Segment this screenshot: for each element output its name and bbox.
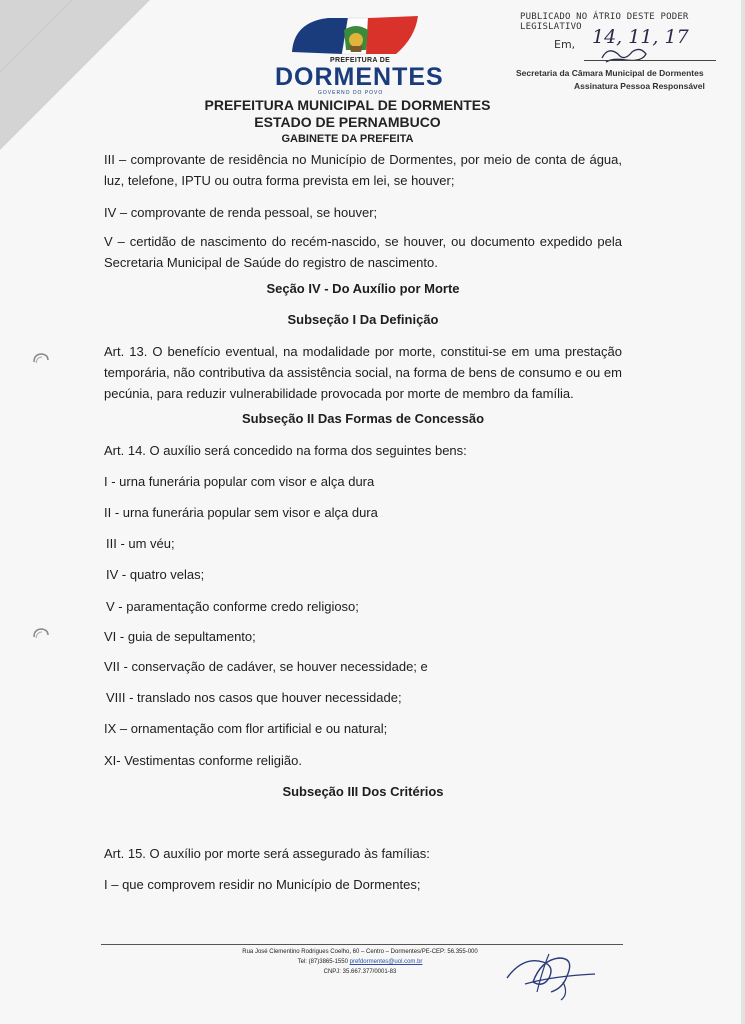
list-item: III - um véu; xyxy=(106,536,175,551)
footer-contact xyxy=(170,959,550,965)
list-item: I - urna funerária popular com visor e alça dura xyxy=(104,474,375,489)
list-item: VI - guia de sepultamento; xyxy=(104,629,256,644)
punch-hole-icon xyxy=(30,625,52,647)
footer-address: Rua José Clementino Rodrigues Coelho, 60 – Centro – Dormentes/PE-CEP: 56.355-000 xyxy=(242,949,478,955)
paragraph-item-v: V – certidão de nascimento do recém-nascido, se houver, ou documento expedido pela Secretaria Municipal de Saúde do registro de nascimento. xyxy=(104,234,622,270)
list-item: IX – ornamentação com flor artificial e ou natural; xyxy=(104,721,388,736)
article-13: Art. 13. O benefício eventual, na modalidade por morte, constitui-se em uma prestação temporária, não contributiva da assistência social, na forma de bens de consumo e ou em pecúnia, para reduzir vulnerabilidade provocada por morte de membro da família. xyxy=(104,344,622,401)
stamp-signature-icon xyxy=(596,44,656,66)
article-15-item-i: I – que comprovem residir no Município de Dormentes; xyxy=(104,877,421,892)
list-item: V - paramentação conforme credo religioso; xyxy=(106,599,359,614)
punch-hole-icon xyxy=(30,350,52,372)
article-15: Art. 15. O auxílio por morte será assegurado às famílias: xyxy=(104,846,430,861)
footer-divider xyxy=(101,944,623,945)
stamp-em-label: Em, xyxy=(554,38,576,51)
logo-subtitle: PREFEITURA DE xyxy=(330,57,391,64)
footer-cnpj: CNPJ: 35.667.377/0001-83 xyxy=(323,969,397,975)
header-estado: ESTADO DE PERNAMBUCO xyxy=(254,114,441,130)
stamp-secretaria: Secretaria da Câmara Municipal de Dormentes xyxy=(516,68,704,78)
subsection-heading: Subseção III Dos Critérios xyxy=(282,784,444,799)
subsection-heading: Subseção I Da Definição xyxy=(287,312,439,327)
publication-stamp xyxy=(514,10,729,110)
logo-name: DORMENTES xyxy=(275,63,444,91)
stamp-assinatura: Assinatura Pessoa Responsável xyxy=(574,81,705,91)
stamp-signature-line xyxy=(584,60,716,61)
footer-email-link[interactable]: prefdormentes@uol.com.br xyxy=(349,959,423,965)
list-item: XI- Vestimentas conforme religião. xyxy=(104,753,302,768)
header-prefeitura: PREFEITURA MUNICIPAL DE DORMENTES xyxy=(204,97,491,113)
list-item: VIII - translado nos casos que houver necessidade; xyxy=(106,690,402,705)
paragraph-item-iii: III – comprovante de residência no Município de Dormentes, por meio de conta de água, luz, telefone, IPTU ou outra forma prevista em lei, se houver; xyxy=(104,152,622,188)
subsection-heading: Subseção II Das Formas de Concessão xyxy=(241,411,485,426)
header-gabinete: GABINETE DA PREFEITA xyxy=(281,133,414,145)
logo-tagline: GOVERNO DO POVO xyxy=(318,90,384,96)
list-item: II - urna funerária popular sem visor e alça dura xyxy=(104,505,378,520)
page-edge xyxy=(741,0,745,1024)
list-item: VII - conservação de cadáver, se houver necessidade; e xyxy=(104,659,428,674)
section-heading: Seção IV - Do Auxílio por Morte xyxy=(266,281,460,296)
footer-phone: Tel: (87)3865-1550 xyxy=(297,959,350,965)
paragraph-item-iv: IV – comprovante de renda pessoal, se houver; xyxy=(104,205,378,220)
stamp-date: 14, 11, 17 xyxy=(592,26,689,48)
stamp-title: PUBLICADO NO ÁTRIO DESTE PODER LEGISLATIVO xyxy=(520,12,689,32)
list-item: IV - quatro velas; xyxy=(106,567,205,582)
handwritten-signature-icon xyxy=(503,948,603,1003)
article-14: Art. 14. O auxílio será concedido na forma dos seguintes bens: xyxy=(104,443,467,458)
